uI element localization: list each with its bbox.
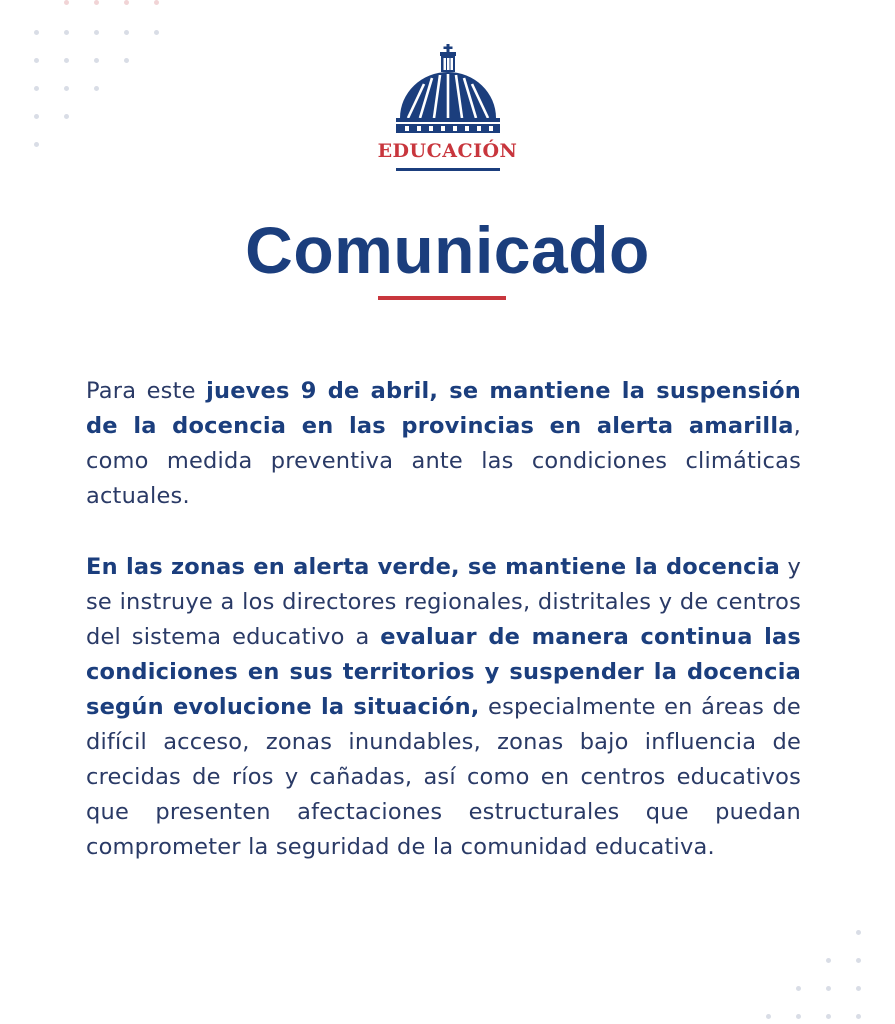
decorative-dots-bottom-right bbox=[760, 920, 895, 1024]
p2-text-a: y se instruye a los directores regionales, distritales y de centros del sistema educativo a bbox=[86, 554, 801, 650]
paragraph-2 bbox=[86, 550, 801, 865]
p1-text-a: Para este bbox=[86, 378, 207, 404]
paragraph-1 bbox=[86, 374, 801, 514]
logo-underline bbox=[396, 168, 500, 171]
logo-wordmark: EDUCACIÓN bbox=[377, 140, 518, 162]
page-title: Comunicado bbox=[245, 213, 650, 287]
ministry-logo bbox=[0, 44, 895, 171]
p2-bold-a: En las zonas en alerta verde, se mantiene la docencia bbox=[86, 554, 780, 580]
dome-icon bbox=[396, 44, 500, 136]
p1-text-b: , como medida preventiva ante las condiciones climáticas actuales. bbox=[86, 413, 801, 509]
announcement-body bbox=[86, 374, 801, 901]
p2-text-b: especialmente en áreas de difícil acceso, zonas inundables, zonas bajo influencia de crecidas de ríos y cañadas, así como en centros educativos que presenten afectaciones estructurales que puedan comprometer la seguridad de la comunidad educativa. bbox=[86, 694, 801, 860]
p1-bold: jueves 9 de abril, se mantiene la suspensión de la docencia en las provincias en alerta amarilla bbox=[86, 378, 801, 439]
title-underline bbox=[378, 296, 506, 300]
p2-bold-b: evaluar de manera continua las condiciones en sus territorios y suspender la docencia según evolucione la situación, bbox=[86, 624, 802, 720]
